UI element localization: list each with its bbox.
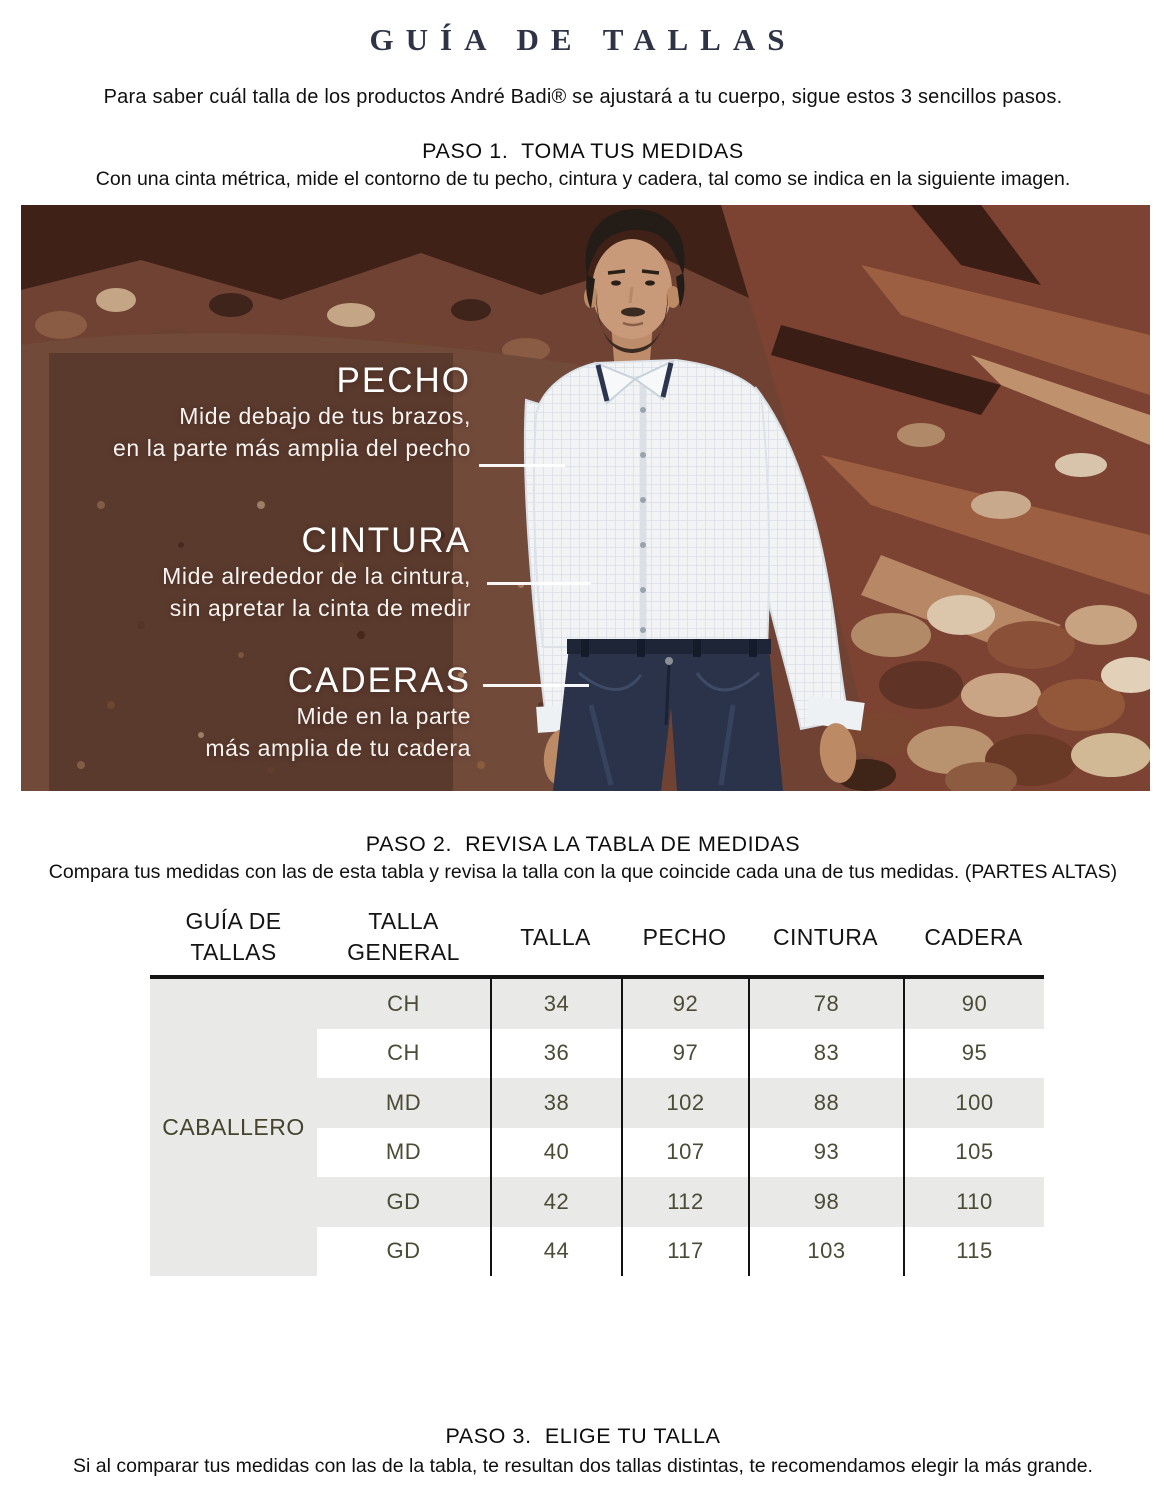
pecho-line1: Mide debajo de tus brazos,: [179, 403, 471, 429]
size-table-body: [150, 975, 1044, 1276]
step2-description: Compara tus medidas con las de esta tabla y revisa la talla con la que coincide cada una de tus medidas. (PARTES ALTAS): [48, 861, 1118, 883]
measure-label-cintura: [21, 521, 471, 624]
table-row: CH 34 92 78 90: [317, 979, 1044, 1029]
cintura-title: CINTURA: [301, 521, 471, 560]
size-table: [150, 901, 1044, 1276]
caderas-line2: más amplia de tu cadera: [205, 734, 471, 761]
header-guia-de-tallas: GUÍA DE TALLAS: [185, 908, 282, 965]
header-talla: TALLA: [520, 923, 591, 950]
step1-description: Con una cinta métrica, mide el contorno de tu pecho, cintura y cadera, tal como se indica en la siguiente imagen.: [95, 168, 1071, 190]
caderas-pointer-line: [483, 684, 589, 687]
measurement-photo: [21, 205, 1150, 791]
table-row: GD 44 117 103 115: [317, 1227, 1044, 1277]
header-talla-general: TALLA GENERAL: [347, 908, 460, 965]
category-cell: CABALLERO: [150, 979, 317, 1276]
table-row: MD 38 102 88 100: [317, 1078, 1044, 1128]
step3-heading: PASO 3. ELIGE TU TALLA: [445, 1424, 721, 1448]
measure-label-pecho: [21, 361, 471, 464]
measure-label-caderas: [21, 661, 471, 764]
size-table-header: [150, 901, 1044, 975]
size-rows: [317, 979, 1044, 1276]
step2-heading: PASO 2. REVISA LA TABLA DE MEDIDAS: [365, 832, 801, 856]
cintura-pointer-line: [487, 582, 591, 585]
intro-text: Para saber cuál talla de los productos André Badi® se ajustará a tu cuerpo, sigue estos 3 sencillos pasos.: [103, 86, 1063, 108]
pecho-line2: en la parte más amplia del pecho: [112, 434, 471, 461]
page-title: GUÍA DE TALLAS: [369, 22, 797, 57]
header-pecho: PECHO: [642, 923, 727, 950]
table-row: GD 42 112 98 110: [317, 1177, 1044, 1227]
step1-heading: PASO 1. TOMA TUS MEDIDAS: [422, 139, 744, 163]
table-row: CH 36 97 83 95: [317, 1029, 1044, 1079]
caderas-title: CADERAS: [287, 661, 471, 700]
cintura-line2: sin apretar la cinta de medir: [169, 594, 471, 621]
step3-description: Si al comparar tus medidas con las de la tabla, te resultan dos tallas distintas, te recomendamos elegir la más grande.: [73, 1455, 1093, 1477]
pecho-title: PECHO: [336, 361, 471, 400]
table-row: MD 40 107 93 105: [317, 1128, 1044, 1178]
header-cadera: CADERA: [924, 923, 1023, 950]
pecho-pointer-line: [479, 464, 565, 467]
caderas-line1: Mide en la parte: [296, 703, 471, 729]
cintura-line1: Mide alrededor de la cintura,: [162, 563, 471, 589]
header-cintura: CINTURA: [772, 923, 879, 950]
